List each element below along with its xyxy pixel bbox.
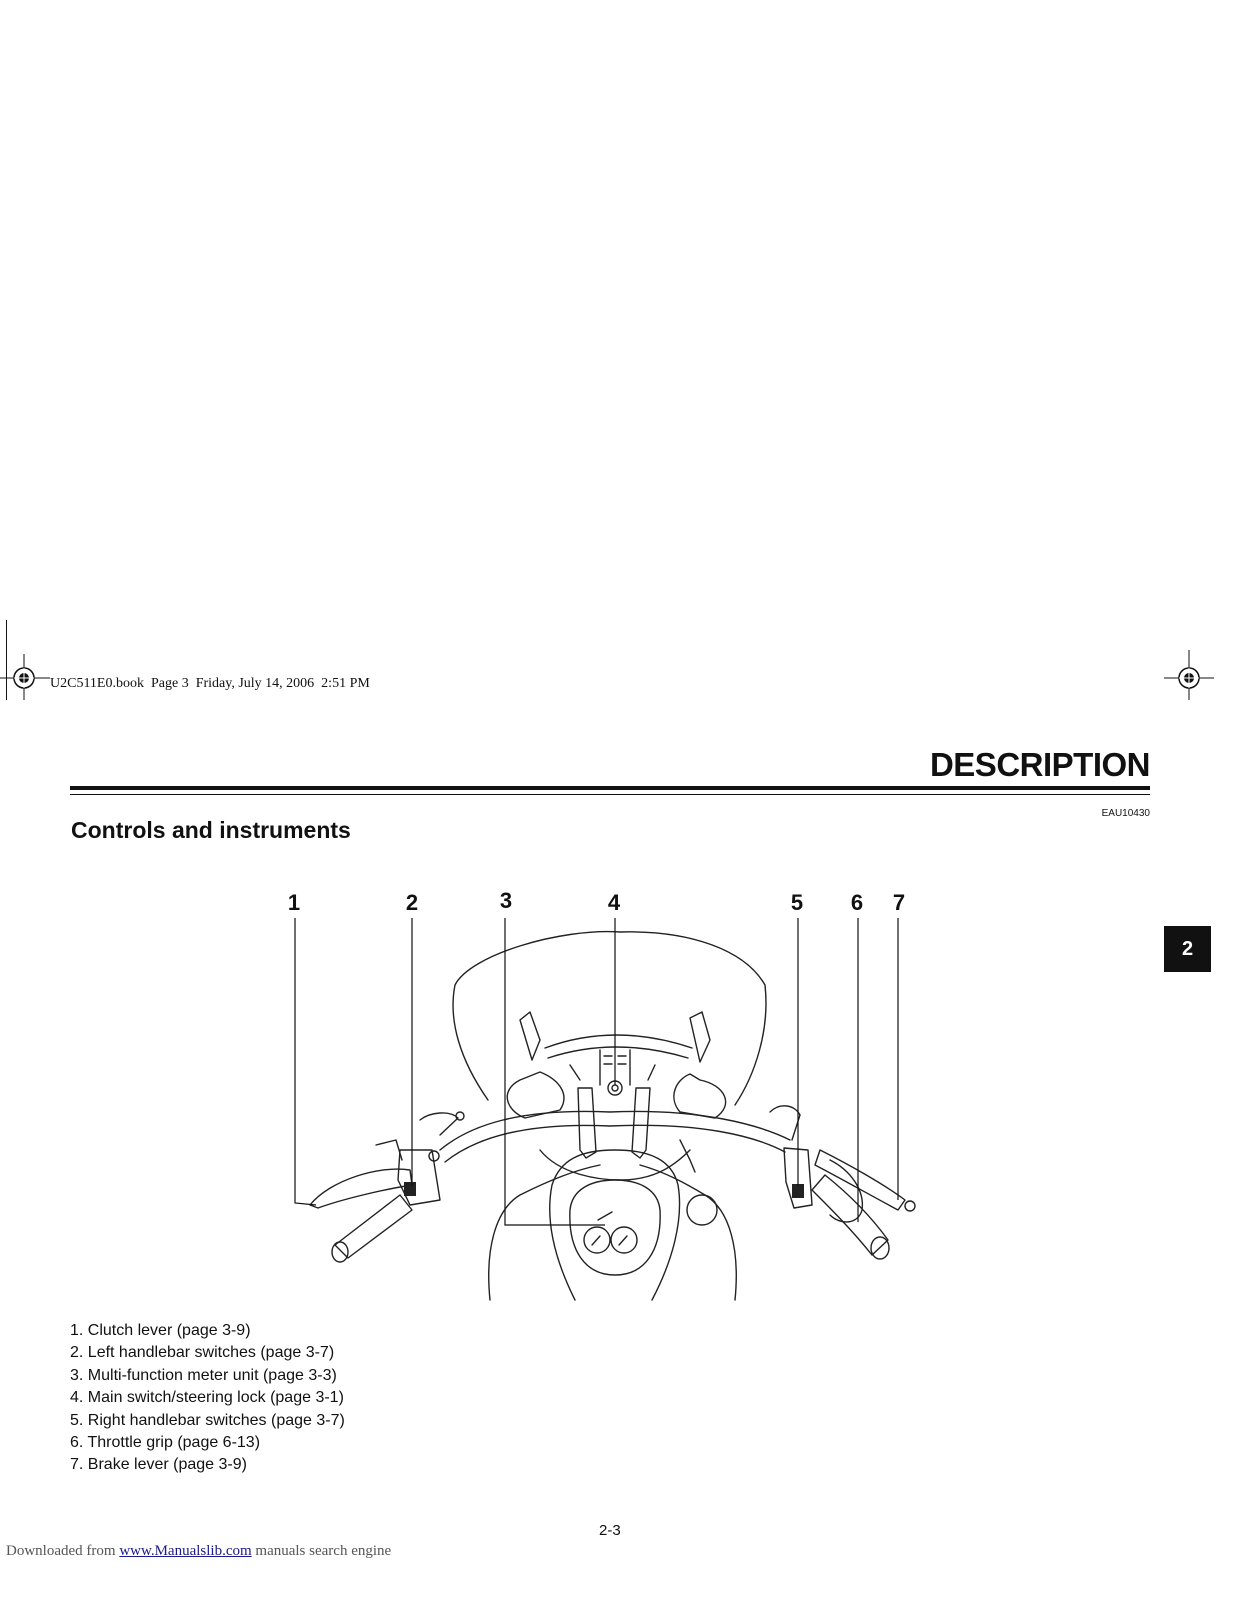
callout-5: 5 (790, 890, 804, 915)
clutch-lever-shape (310, 1169, 412, 1208)
right-mirror-stalk (690, 1012, 710, 1062)
legend-item: 6. Throttle grip (page 6-13) (70, 1434, 261, 1452)
legend-item: 1. Clutch lever (page 3-9) (70, 1322, 251, 1339)
legend-item: 5. Right handlebar switches (page 3-7) (70, 1411, 345, 1429)
leg-shield (489, 1165, 737, 1300)
left-mirror-stalk (520, 1012, 540, 1060)
footer-prefix: Downloaded from (6, 1543, 120, 1559)
fork-right (632, 1088, 650, 1158)
footer-suffix: manuals search engine (251, 1543, 392, 1559)
reference-code: EAU10430 (1101, 808, 1150, 819)
callout-6: 6 (850, 890, 864, 915)
fork-left (578, 1088, 596, 1158)
legend-list (70, 1320, 345, 1477)
chapter-tab: 2 (1164, 926, 1211, 972)
callout-4: 4 (607, 890, 621, 915)
windshield-outline (453, 932, 766, 1105)
legend-item: 2. Left handlebar switches (page 3-7) (70, 1344, 335, 1362)
brake-lever-shape (815, 1150, 905, 1210)
footer-download-note (6, 1543, 391, 1560)
throttle-grip (812, 1175, 888, 1255)
left-switch-housing (398, 1150, 440, 1205)
book-info-line: U2C511E0.book Page 3 Friday, July 14, 2006 2:51 PM (50, 676, 370, 691)
left-grip (335, 1195, 412, 1258)
dashboard-arc (545, 1035, 692, 1058)
legend-item: 3. Multi-function meter unit (page 3-3) (70, 1366, 337, 1384)
section-title: DESCRIPTION (929, 746, 1150, 783)
callout-3: 3 (499, 888, 513, 913)
page-number: 2-3 (599, 1522, 621, 1539)
legend-item: 7. Brake lever (page 3-9) (70, 1456, 247, 1474)
body-left (507, 1072, 564, 1118)
legend-item: 4. Main switch/steering lock (page 3-1) (70, 1389, 344, 1407)
callout-7: 7 (892, 890, 906, 915)
callout-1: 1 (287, 890, 301, 915)
leader-line-1 (295, 918, 316, 1205)
callout-2: 2 (405, 890, 419, 915)
page-subtitle: Controls and instruments (71, 817, 351, 843)
manualslib-link[interactable]: www.Manualslib.com (119, 1543, 252, 1559)
side-reflector (687, 1195, 717, 1225)
handlebar (440, 1111, 790, 1150)
body-right (674, 1074, 726, 1118)
